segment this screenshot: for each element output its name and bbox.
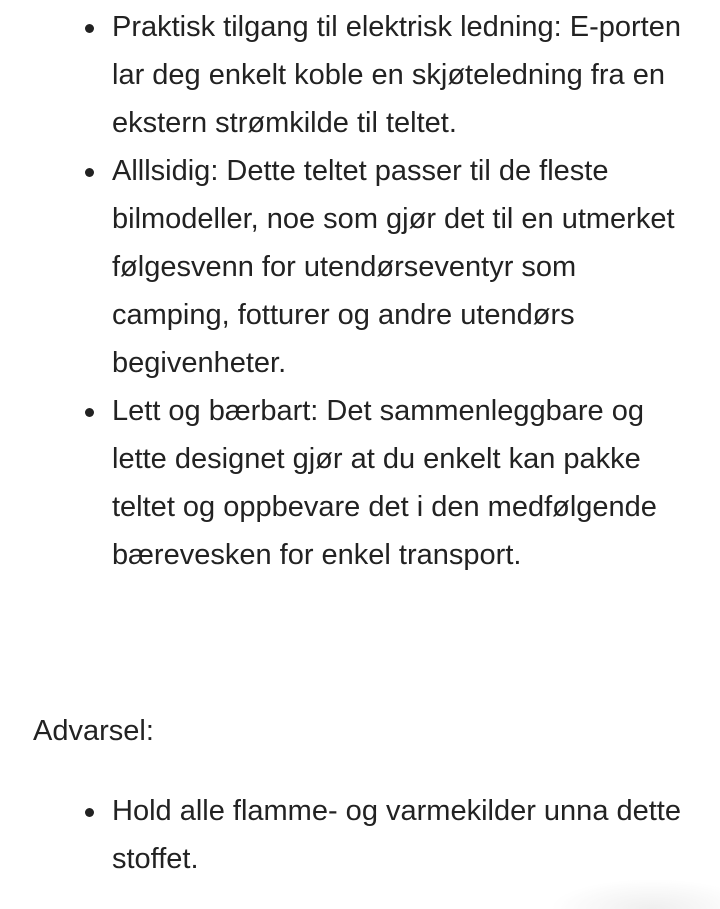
bullet-icon [85,24,94,33]
warning-heading: Advarsel: [33,715,154,747]
feature-text: Alllsidig: Dette teltet passer til de fleste bilmodeller, noe som gjør det til en utmerket følgesvenn for utendørseventyr som camping, fotturer og andre utendørs begivenheter. [112,155,675,379]
bullet-icon [85,808,94,817]
list-item [112,3,682,147]
list-item [112,787,682,883]
bottom-shadow [550,879,720,909]
feature-list [112,3,682,579]
bullet-icon [85,168,94,177]
feature-text: Praktisk tilgang til elektrisk ledning: E-porten lar deg enkelt koble en skjøteledning fra en ekstern strømkilde til teltet. [112,11,681,139]
bullet-icon [85,408,94,417]
list-item [112,147,682,387]
warning-text: Hold alle flamme- og varmekilder unna dette stoffet. [112,795,681,875]
warning-list [112,787,682,883]
feature-text: Lett og bærbart: Det sammenleggbare og lette designet gjør at du enkelt kan pakke teltet og oppbevare det i den medfølgende bærevesken for enkel transport. [112,395,657,571]
list-item [112,387,682,579]
